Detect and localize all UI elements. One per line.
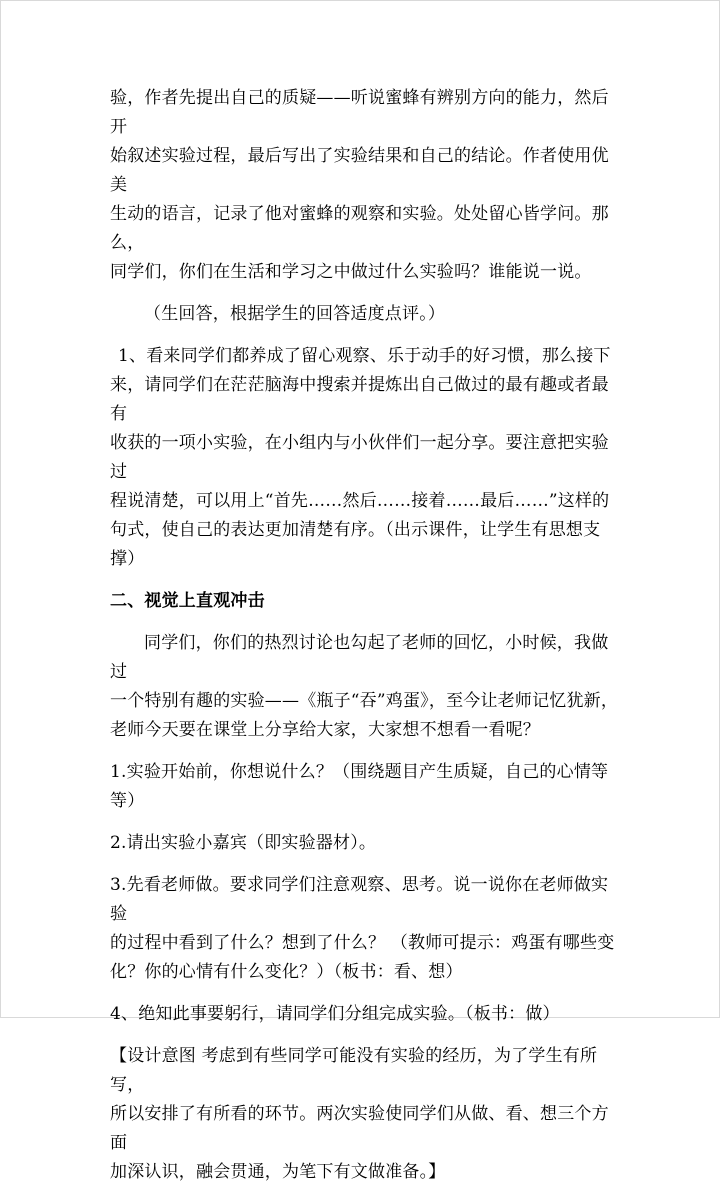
text-line: 收获的一项小实验，在小组内与小伙伴们一起分享。要注意把实验过 (110, 433, 609, 482)
list-item-3 (110, 871, 620, 987)
text-line: 生动的语言，记录了他对蜜蜂的观察和实验。处处留心皆学问。那么， (110, 204, 609, 253)
paragraph-summary (110, 84, 620, 287)
text-line: 程说清楚，可以用上“首先……然后……接着……最后……”这样的 (110, 491, 610, 511)
text-line: 1.实验开始前，你想说什么？（围绕题目产生质疑，自己的心情等等） (110, 762, 609, 811)
section-heading (110, 587, 620, 616)
text-line: 始叙述实验过程，最后写出了实验结果和自己的结论。作者使用优美 (110, 146, 609, 195)
design-intent (110, 1042, 620, 1187)
text-line: 【设计意图 考虑到有些同学可能没有实验的经历，为了学生有所写， (110, 1046, 598, 1095)
text-line: 一个特别有趣的实验——《瓶子“吞”鸡蛋》，至今让老师记忆犹新， (110, 691, 619, 711)
list-item-4 (110, 1000, 620, 1029)
paragraph-teacher-memory (110, 629, 620, 745)
document-page (110, 84, 620, 1200)
paragraph-step-1 (110, 342, 620, 574)
text-line: 所以安排了有所看的环节。两次实验使同学们从做、看、想三个方面 (110, 1104, 609, 1153)
text-line: 来，请同学们在茫茫脑海中搜索并提炼出自己做过的最有趣或者最有 (110, 375, 609, 424)
text-line: 加深认识，融会贯通，为笔下有文做准备。】 (110, 1162, 446, 1182)
text-line: 同学们，你们在生活和学习之中做过什么实验吗？谁能说一说。 (110, 262, 592, 282)
text-line: 老师今天要在课堂上分享给大家，大家想不想看一看呢？ (110, 720, 540, 740)
text-line: 1、看来同学们都养成了留心观察、乐于动手的好习惯，那么接下 (118, 346, 611, 366)
text-line: 化？你的心情有什么变化？）（板书：看、想） (110, 962, 463, 982)
heading-text: 二、视觉上直观冲击 (110, 591, 265, 611)
text-line: 同学们，你们的热烈讨论也勾起了老师的回忆，小时候，我做过 (110, 633, 609, 682)
text-line: 句式，使自己的表达更加清楚有序。（出示课件，让学生有思想支撑） (110, 520, 601, 569)
paragraph-student-answer (110, 300, 620, 329)
text-line: 验，作者先提出自己的质疑——听说蜜蜂有辨别方向的能力，然后开 (110, 88, 609, 137)
text-line: 3.先看老师做。要求同学们注意观察、思考。说一说你在老师做实验 (110, 875, 609, 924)
text-line: （生回答，根据学生的回答适度点评。） (144, 304, 446, 324)
list-item-2 (110, 829, 620, 858)
list-item-1 (110, 758, 620, 816)
text-line: 的过程中看到了什么？想到了什么？ （教师可提示：鸡蛋有哪些变 (110, 933, 615, 953)
text-line: 4、绝知此事要躬行，请同学们分组完成实验。（板书：做） (110, 1004, 560, 1024)
text-line: 2.请出实验小嘉宾（即实验器材）。 (110, 833, 377, 853)
